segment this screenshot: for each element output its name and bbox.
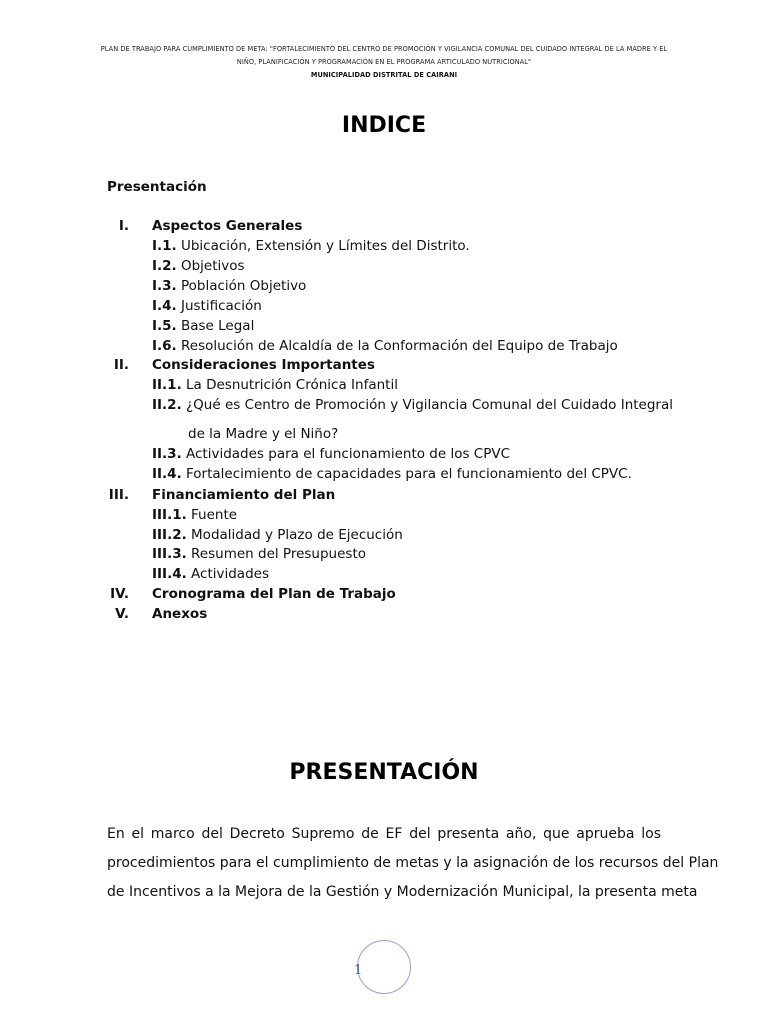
toc-item-text: Objetivos [180, 258, 245, 274]
toc-item [152, 258, 245, 274]
toc-section-title: Financiamiento del Plan [152, 487, 336, 503]
toc-section-number: II. [113, 357, 129, 373]
toc-section-number: I. [118, 218, 129, 234]
toc-item-number: II.2. [152, 397, 182, 413]
toc-item-number: III.3. [152, 546, 187, 562]
toc-section-number: V. [115, 606, 129, 622]
toc-section-title: Anexos [152, 606, 208, 622]
toc-item-number: III.4. [152, 566, 187, 582]
toc-item-number: I.4. [152, 298, 177, 314]
toc-section-number: III. [108, 487, 129, 503]
toc-item-number: I.1. [152, 238, 177, 254]
toc-item [152, 318, 254, 334]
toc-item-continuation: de la Madre y el Niño? [188, 426, 339, 442]
toc-item [152, 507, 237, 523]
toc-item-text: ¿Qué es Centro de Promoción y Vigilancia Comunal del Cuidado Integral [186, 397, 673, 413]
toc-item-number: III.2. [152, 527, 187, 543]
toc-item-text: Fortalecimiento de capacidades para el funcionamiento del CPVC. [186, 466, 632, 482]
toc-item [152, 338, 618, 354]
toc-item [152, 546, 366, 562]
toc-item-number: III.1. [152, 507, 187, 523]
toc-item-text: La Desnutrición Crónica Infantil [186, 377, 398, 393]
toc-section-number: IV. [110, 586, 129, 602]
presentation-title: PRESENTACIÓN [289, 760, 479, 785]
toc-item [152, 397, 673, 413]
toc-item-number: I.2. [152, 258, 177, 274]
toc-item-number: II.3. [152, 446, 182, 462]
toc-item [152, 377, 398, 393]
paragraph-line: En el marco del Decreto Supremo de EF del presenta año, que aprueba los [107, 826, 661, 842]
toc-section-title: Consideraciones Importantes [152, 357, 375, 373]
toc-item-text: Resolución de Alcaldía de la Conformación del Equipo de Trabajo [180, 338, 618, 354]
toc-item [152, 298, 262, 314]
toc-item-number: II.4. [152, 466, 182, 482]
paragraph-line: procedimientos para el cumplimiento de metas y la asignación de los recursos del Plan [107, 855, 719, 871]
toc-item [152, 527, 403, 543]
toc-item-text: Justificación [180, 298, 262, 314]
toc-item-text: Ubicación, Extensión y Límites del Distrito. [180, 238, 470, 254]
index-title: INDICE [341, 113, 427, 138]
toc-item [152, 278, 306, 294]
header-organization: MUNICIPALIDAD DISTRITAL DE CAIRANI [310, 71, 458, 79]
toc-section-title: Aspectos Generales [152, 218, 303, 234]
toc-item-text: Base Legal [180, 318, 255, 334]
toc-item-number: I.3. [152, 278, 177, 294]
page-number-circle [357, 940, 411, 994]
toc-item-text: Fuente [191, 507, 238, 523]
toc-item-number: I.5. [152, 318, 177, 334]
document-header [90, 43, 678, 82]
toc-item [152, 446, 510, 462]
toc-item-text: Resumen del Presupuesto [191, 546, 366, 562]
toc-item-text: Población Objetivo [180, 278, 307, 294]
toc-section-title: Cronograma del Plan de Trabajo [152, 586, 396, 602]
page-number: 1 [354, 963, 363, 978]
header-line: NIÑO, PLANIFICACIÓN Y PROGRAMACIÓN EN EL PROGRAMA ARTICULADO NUTRICIONAL" [236, 58, 532, 66]
header-line: PLAN DE TRABAJO PARA CUMPLIMIENTO DE META: "FORTALECIMIENTO DEL CENTRO DE PROMOCIÓN Y VIGILANCIA COMUNAL DEL CUIDADO INTEGRAL DE LA MADRE Y EL [100, 45, 668, 53]
toc-item-text: Actividades [191, 566, 269, 582]
toc-item [152, 566, 269, 582]
toc-item-number: I.6. [152, 338, 177, 354]
toc-item [152, 238, 470, 254]
toc-item [152, 466, 632, 482]
toc-presentation: Presentación [107, 179, 207, 195]
toc-item-text: Actividades para el funcionamiento de los CPVC [186, 446, 511, 462]
toc-item-number: II.1. [152, 377, 182, 393]
paragraph-line: de Incentivos a la Mejora de la Gestión y Modernización Municipal, la presenta meta [107, 884, 698, 900]
toc-item-text: Modalidad y Plazo de Ejecución [191, 527, 403, 543]
